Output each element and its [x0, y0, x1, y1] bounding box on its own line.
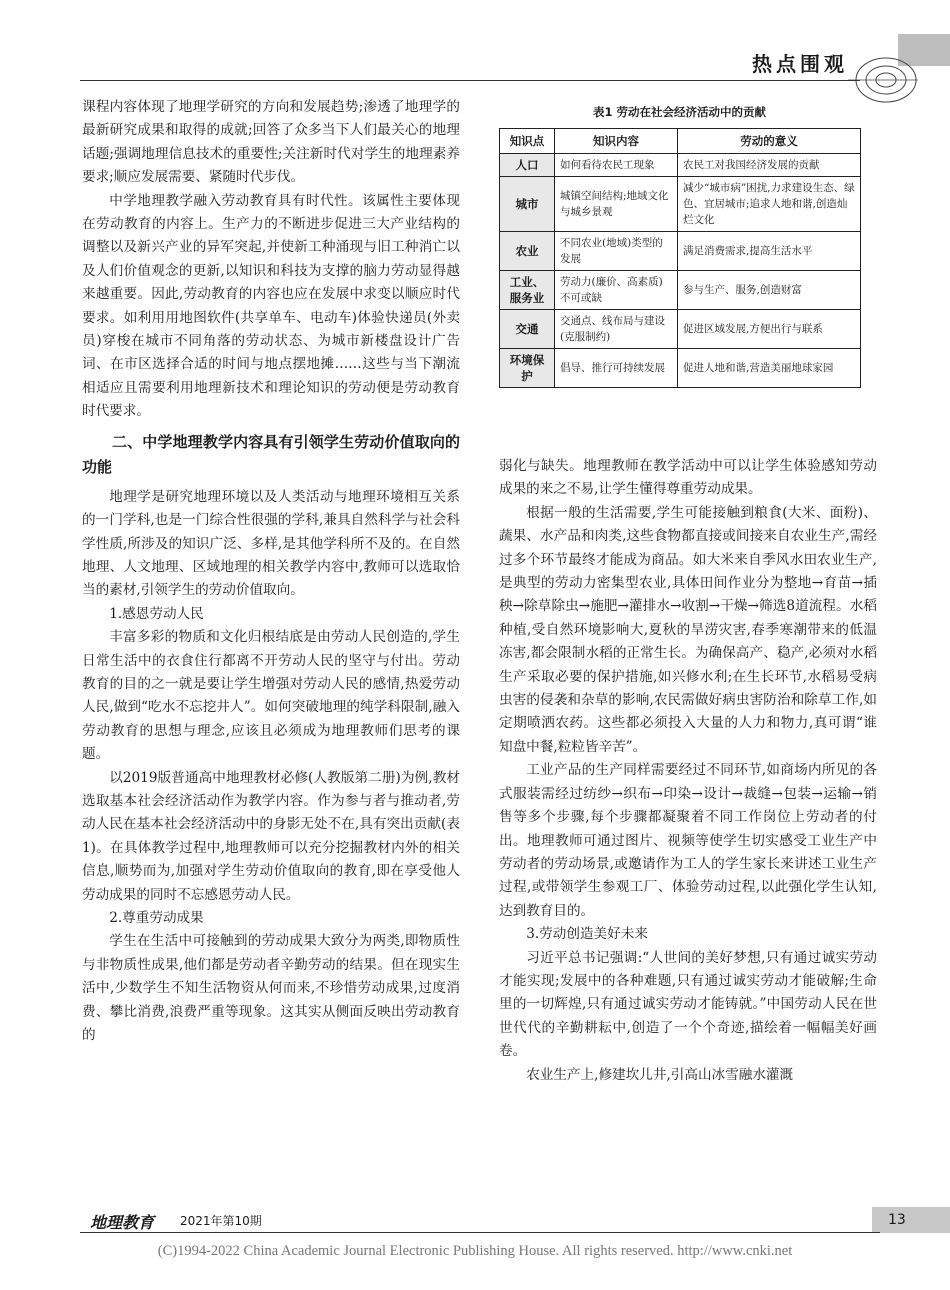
section-heading: 二、中学地理教学内容具有引领学生劳动价值取向的功能 — [82, 432, 460, 476]
paragraph: 工业产品的生产同样需要经过不同环节,如商场内所见的各式服装需经过纺纱→织布→印染→设计→裁缝→包装→运输→销售等多个步骤,每个步骤都凝聚着不同工作岗位上劳动者的付出。地理教师可通过图片、视频等使学生切实感受工业生产中劳动者的劳动场景,或邀请作为工人的学生家长来讲述工业生产过程,或带领学生参观工厂、体验劳动过程,以此强化学生认知,达到教育目的。 — [499, 762, 877, 919]
knowledge-content: 不同农业(地域)类型的发展 — [555, 232, 678, 271]
labor-meaning: 满足消费需求,提高生活水平 — [678, 232, 861, 271]
table-row — [500, 177, 861, 232]
paragraph: 中学地理教学融入劳动教育具有时代性。该属性主要体现在劳动教育的内容上。生产力的不断进步促进三大产业结构的调整以及新兴产业的异军突起,并使新工种涌现与旧工种消亡以及人们价值观念的更新,以知识和科技为支撑的脑力劳动显得越来越重要。因此,劳动教育的内容也应在发展中求变以顺应时代要求。如利用用地图软件(共享单车、电动车)体验快递员(外卖员)穿梭在城市不同角落的劳动状态、为城市新楼盘设计广告词、在市区选择合适的时间与地点摆地摊……这些与当下潮流相适应且需要利用地理新技术和理论知识的劳动便是劳动教育时代要求。 — [82, 192, 460, 420]
copyright-notice: (C)1994-2022 China Academic Journal Electronic Publishing House. All rights reserved. http://www.cnki.net — [157, 1243, 793, 1259]
table-row — [500, 232, 861, 271]
subsection-heading: 1.感恩劳动人民 — [109, 605, 204, 622]
issue-label: 2021年第10期 — [180, 1214, 262, 1228]
knowledge-point: 交通 — [500, 310, 555, 349]
labor-meaning: 农民工对我国经济发展的贡献 — [678, 154, 861, 177]
table-caption: 表1 劳动在社会经济活动中的贡献 — [592, 105, 766, 119]
right-column — [499, 455, 877, 1087]
paragraph: 丰富多彩的物质和文化归根结底是由劳动人民创造的,学生日常生活中的衣食住行都离不开劳动人民的坚守与付出。劳动教育的目的之一就是要让学生增强对劳动人民的感情,热爱劳动人民,做到“吃水不忘挖井人”。如何突破地理的纯学科限制,融入劳动教育的思想与理念,应该且必须成为地理教师们思考的课题。 — [82, 629, 460, 763]
labor-meaning: 参与生产、服务,创造财富 — [678, 271, 861, 310]
paragraph: 地理学是研究地理环境以及人类活动与地理环境相互关系的一门学科,也是一门综合性很强的学科,兼具自然科学与社会科学性质,所涉及的知识广泛、多样,是其他学科所不及的。在自然地理、人文地理、区域地理的相关教学内容中,教师可以选取恰当的素材,引领学生的劳动价值取向。 — [82, 488, 460, 599]
subsection-heading: 2.尊重劳动成果 — [109, 910, 204, 926]
page-number: 13 — [872, 1207, 950, 1233]
knowledge-point: 人口 — [500, 154, 555, 177]
column-header: 知识点 — [500, 129, 555, 154]
column-header: 劳动的意义 — [678, 129, 861, 154]
knowledge-content: 城镇空间结构;地域文化与城乡景观 — [555, 177, 678, 232]
knowledge-point: 环境保护 — [500, 349, 555, 388]
paragraph: 根据一般的生活需要,学生可能接触到粮食(大米、面粉)、蔬果、水产品和肉类,这些食物都直接或间接来自农业生产,需经过多个环节最终才能成为商品。如大米来自季风水田农业生产,是典型的劳动力密集型农业,具体田间作业分为整地→育苗→插秧→除草除虫→施肥→灌排水→收割→干燥→筛选8道流程。水稻种植,受自然环境影响大,夏秋的旱涝灾害,春季寒潮带来的低温冻害,都会限制水稻的正常生长。为确保高产、稳产,必须对水稻生产采取必要的保护措施,如兴修水利;在生长环节,水稻易受病虫害的侵袭和杂草的影响,农民需做好病虫害防治和除草工作,如定期喷洒农药。这些都必须投入大量的人力和物力,真可谓“谁知盘中餐,粒粒皆辛苦”。 — [499, 504, 877, 755]
table-header-row — [500, 129, 861, 154]
left-column — [82, 96, 460, 1047]
knowledge-point: 农业 — [500, 232, 555, 271]
paragraph: 弱化与缺失。地理教师在教学活动中可以让学生体验感知劳动成果的来之不易,让学生懂得尊重劳动成果。 — [499, 458, 877, 498]
footer-rule — [80, 1232, 880, 1233]
section-title: 热点围观 — [752, 52, 848, 76]
paragraph: 农业生产上,修建坎儿井,引高山冰雪融水灌溉 — [526, 1066, 794, 1083]
paragraph: 学生在生活中可接触到的劳动成果大致分为两类,即物质性与非物质性成果,他们都是劳动者辛勤劳动的结果。但在现实生活中,少数学生不知生活物资从何而来,不珍惜劳动成果,过度消费、攀比消费,浪费严重等现象。这其实从侧面反映出劳动教育的 — [82, 933, 460, 1044]
journal-logo: 地理教育 — [90, 1213, 155, 1232]
labor-meaning: 减少“城市病”困扰,力求建设生态、绿色、宜居城市;追求人地和谐,创造灿烂文化 — [678, 177, 861, 232]
knowledge-content: 劳动力(廉价、高素质)不可或缺 — [555, 271, 678, 310]
paragraph: 以2019版普通高中地理教材必修(人教版第二册)为例,教材选取基本社会经济活动作为教学内容。作为参与者与推动者,劳动人民在基本社会经济活动中的身影无处不在,具有突出贡献(表1)。在具体教学过程中,地理教师可以充分挖掘教材内外的相关信息,顺势而为,加强对学生劳动价值取向的教育,即在享受他人劳动成果的同时不忘感恩劳动人民。 — [82, 769, 460, 903]
paragraph: 习近平总书记强调:“人世间的美好梦想,只有通过诚实劳动才能实现;发展中的各种难题,只有通过诚实劳动才能破解;生命里的一切辉煌,只有通过诚实劳动才能铸就。”中国劳动人民在世世代代的辛勤耕耘中,创造了一个个奇迹,描绘着一幅幅美好画卷。 — [499, 949, 877, 1060]
knowledge-content: 如何看待农民工现象 — [555, 154, 678, 177]
table-row — [500, 349, 861, 388]
table-row — [500, 154, 861, 177]
knowledge-point: 城市 — [500, 177, 555, 232]
header-rule — [80, 80, 860, 81]
paragraph: 课程内容体现了地理学研究的方向和发展趋势;渗透了地理学的最新研究成果和取得的成就;回答了众多当下人们最关心的地理话题;强调地理信息技术的重要性;关注新时代对学生的地理素养要求;顺应发展需要、紧随时代步伐。 — [82, 99, 460, 186]
contribution-table — [499, 128, 861, 388]
labor-meaning: 促进区域发展,方便出行与联系 — [678, 310, 861, 349]
knowledge-content: 交通点、线布局与建设(克服制约) — [555, 310, 678, 349]
subsection-heading: 3.劳动创造美好未来 — [526, 926, 648, 943]
knowledge-point: 工业、服务业 — [500, 271, 555, 310]
knowledge-content: 倡导、推行可持续发展 — [555, 349, 678, 388]
column-header: 知识内容 — [555, 129, 678, 154]
labor-meaning: 促进人地和谐,营造美丽地球家园 — [678, 349, 861, 388]
table-row — [500, 310, 861, 349]
table-row — [500, 271, 861, 310]
